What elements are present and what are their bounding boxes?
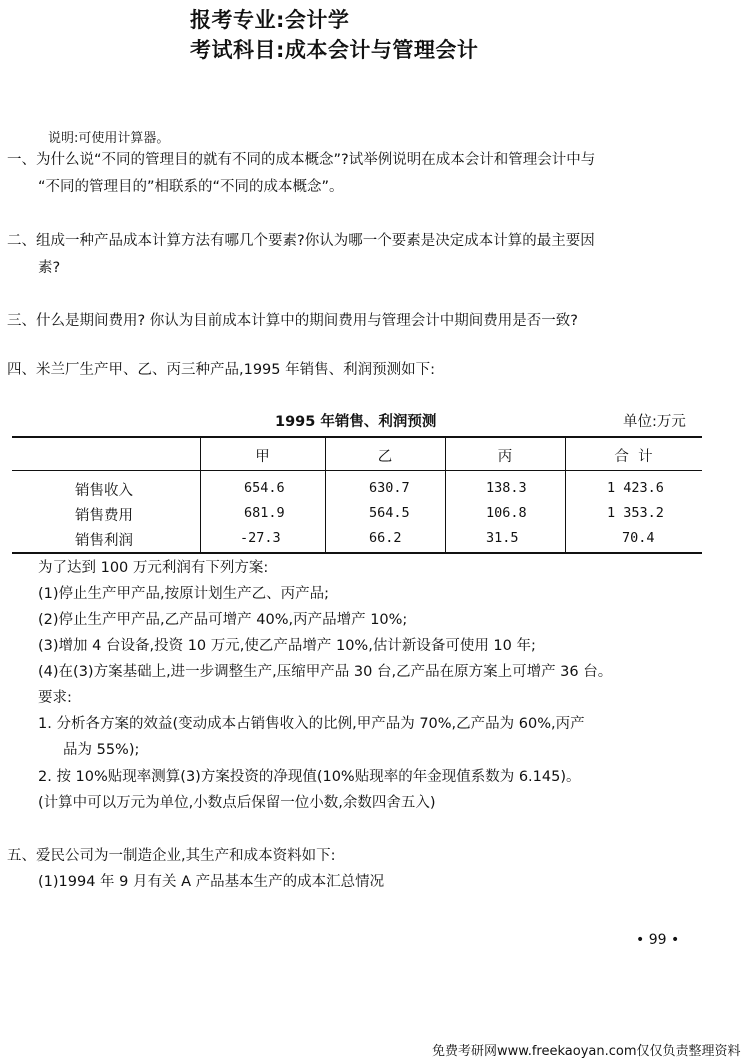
table-cell: 1 423.6 (607, 480, 664, 496)
question-4-text-line: (1)停止生产甲产品,按原计划生产乙、丙产品; (38, 586, 330, 602)
table-cell: 1 353.2 (607, 505, 664, 521)
question-4-text-line: 要求: (38, 690, 72, 706)
question-2-line-2: 素? (38, 260, 61, 276)
table-row-label: 销售收入 (75, 483, 133, 499)
table-bottom-rule (12, 552, 702, 554)
table-cell: 31.5 (486, 530, 519, 546)
table-row-label: 销售利润 (75, 533, 133, 549)
table-cell: 106.8 (486, 505, 527, 521)
table-unit: 单位:万元 (623, 414, 686, 430)
question-4-text-line: 2. 按 10%贴现率测算(3)方案投资的净现值(10%贴现率的年金现值系数为 6.145)。 (38, 769, 581, 785)
question-4-text-line: (3)增加 4 台设备,投资 10 万元,使乙产品增产 10%,估计新设备可使用 10 年; (38, 638, 536, 654)
table-title: 1995 年销售、利润预测 (275, 414, 437, 430)
table-cell: 138.3 (486, 480, 527, 496)
table-header-rule (12, 470, 702, 471)
question-3-line-1: 三、什么是期间费用? 你认为目前成本计算中的期间费用与管理会计中期间费用是否一致? (7, 313, 578, 329)
question-1-line-1: 一、为什么说“不同的管理目的就有不同的成本概念”?试举例说明在成本会计和管理会计中与 (7, 152, 596, 168)
exam-note: 说明:可使用计算器。 (48, 131, 170, 146)
table-cell: 654.6 (244, 480, 285, 496)
exam-major: 报考专业:会计学 (190, 8, 350, 32)
table-top-rule (12, 436, 702, 438)
exam-subject: 考试科目:成本会计与管理会计 (190, 38, 479, 62)
table-cell: -27.3 (240, 530, 281, 546)
table-header-cell: 甲 (255, 449, 270, 465)
question-4-text-line: 为了达到 100 万元利润有下列方案: (38, 560, 269, 576)
question-4-text-line: (4)在(3)方案基础上,进一步调整生产,压缩甲产品 30 台,乙产品在原方案上可增产 36 台。 (38, 664, 613, 680)
table-header-cell: 乙 (377, 449, 393, 465)
table-header-cell: 合 计 (614, 449, 653, 465)
footer-watermark: 免费考研网www.freekaoyan.com仅仅负责整理资料 (432, 1044, 741, 1059)
question-4-text-line: (2)停止生产甲产品,乙产品可增产 40%,丙产品增产 10%; (38, 612, 408, 628)
table-row-label: 销售费用 (75, 508, 133, 524)
table-cell: 681.9 (244, 505, 285, 521)
question-2-line-1: 二、组成一种产品成本计算方法有哪几个要素?你认为哪一个要素是决定成本计算的最主要因 (7, 233, 595, 249)
question-4-text-line: (计算中可以万元为单位,小数点后保留一位小数,余数四舍五入) (38, 795, 436, 811)
table-cell: 564.5 (369, 505, 410, 521)
table-cell: 630.7 (369, 480, 410, 496)
table-header-cell: 丙 (497, 449, 513, 465)
question-4-text-line: 品为 55%); (63, 742, 140, 758)
question-5-line-2: (1)1994 年 9 月有关 A 产品基本生产的成本汇总情况 (38, 874, 385, 890)
question-4-text-line: 1. 分析各方案的效益(变动成本占销售收入的比例,甲产品为 70%,乙产品为 60%,丙产 (38, 716, 585, 732)
page-number: • 99 • (636, 932, 680, 948)
question-4-intro: 四、米兰厂生产甲、乙、丙三种产品,1995 年销售、利润预测如下: (7, 362, 436, 378)
table-cell: 70.4 (622, 530, 655, 546)
question-5-line-1: 五、爱民公司为一制造企业,其生产和成本资料如下: (7, 848, 336, 864)
question-1-line-2: “不同的管理目的”相联系的“不同的成本概念”。 (38, 179, 344, 195)
table-cell: 66.2 (369, 530, 402, 546)
